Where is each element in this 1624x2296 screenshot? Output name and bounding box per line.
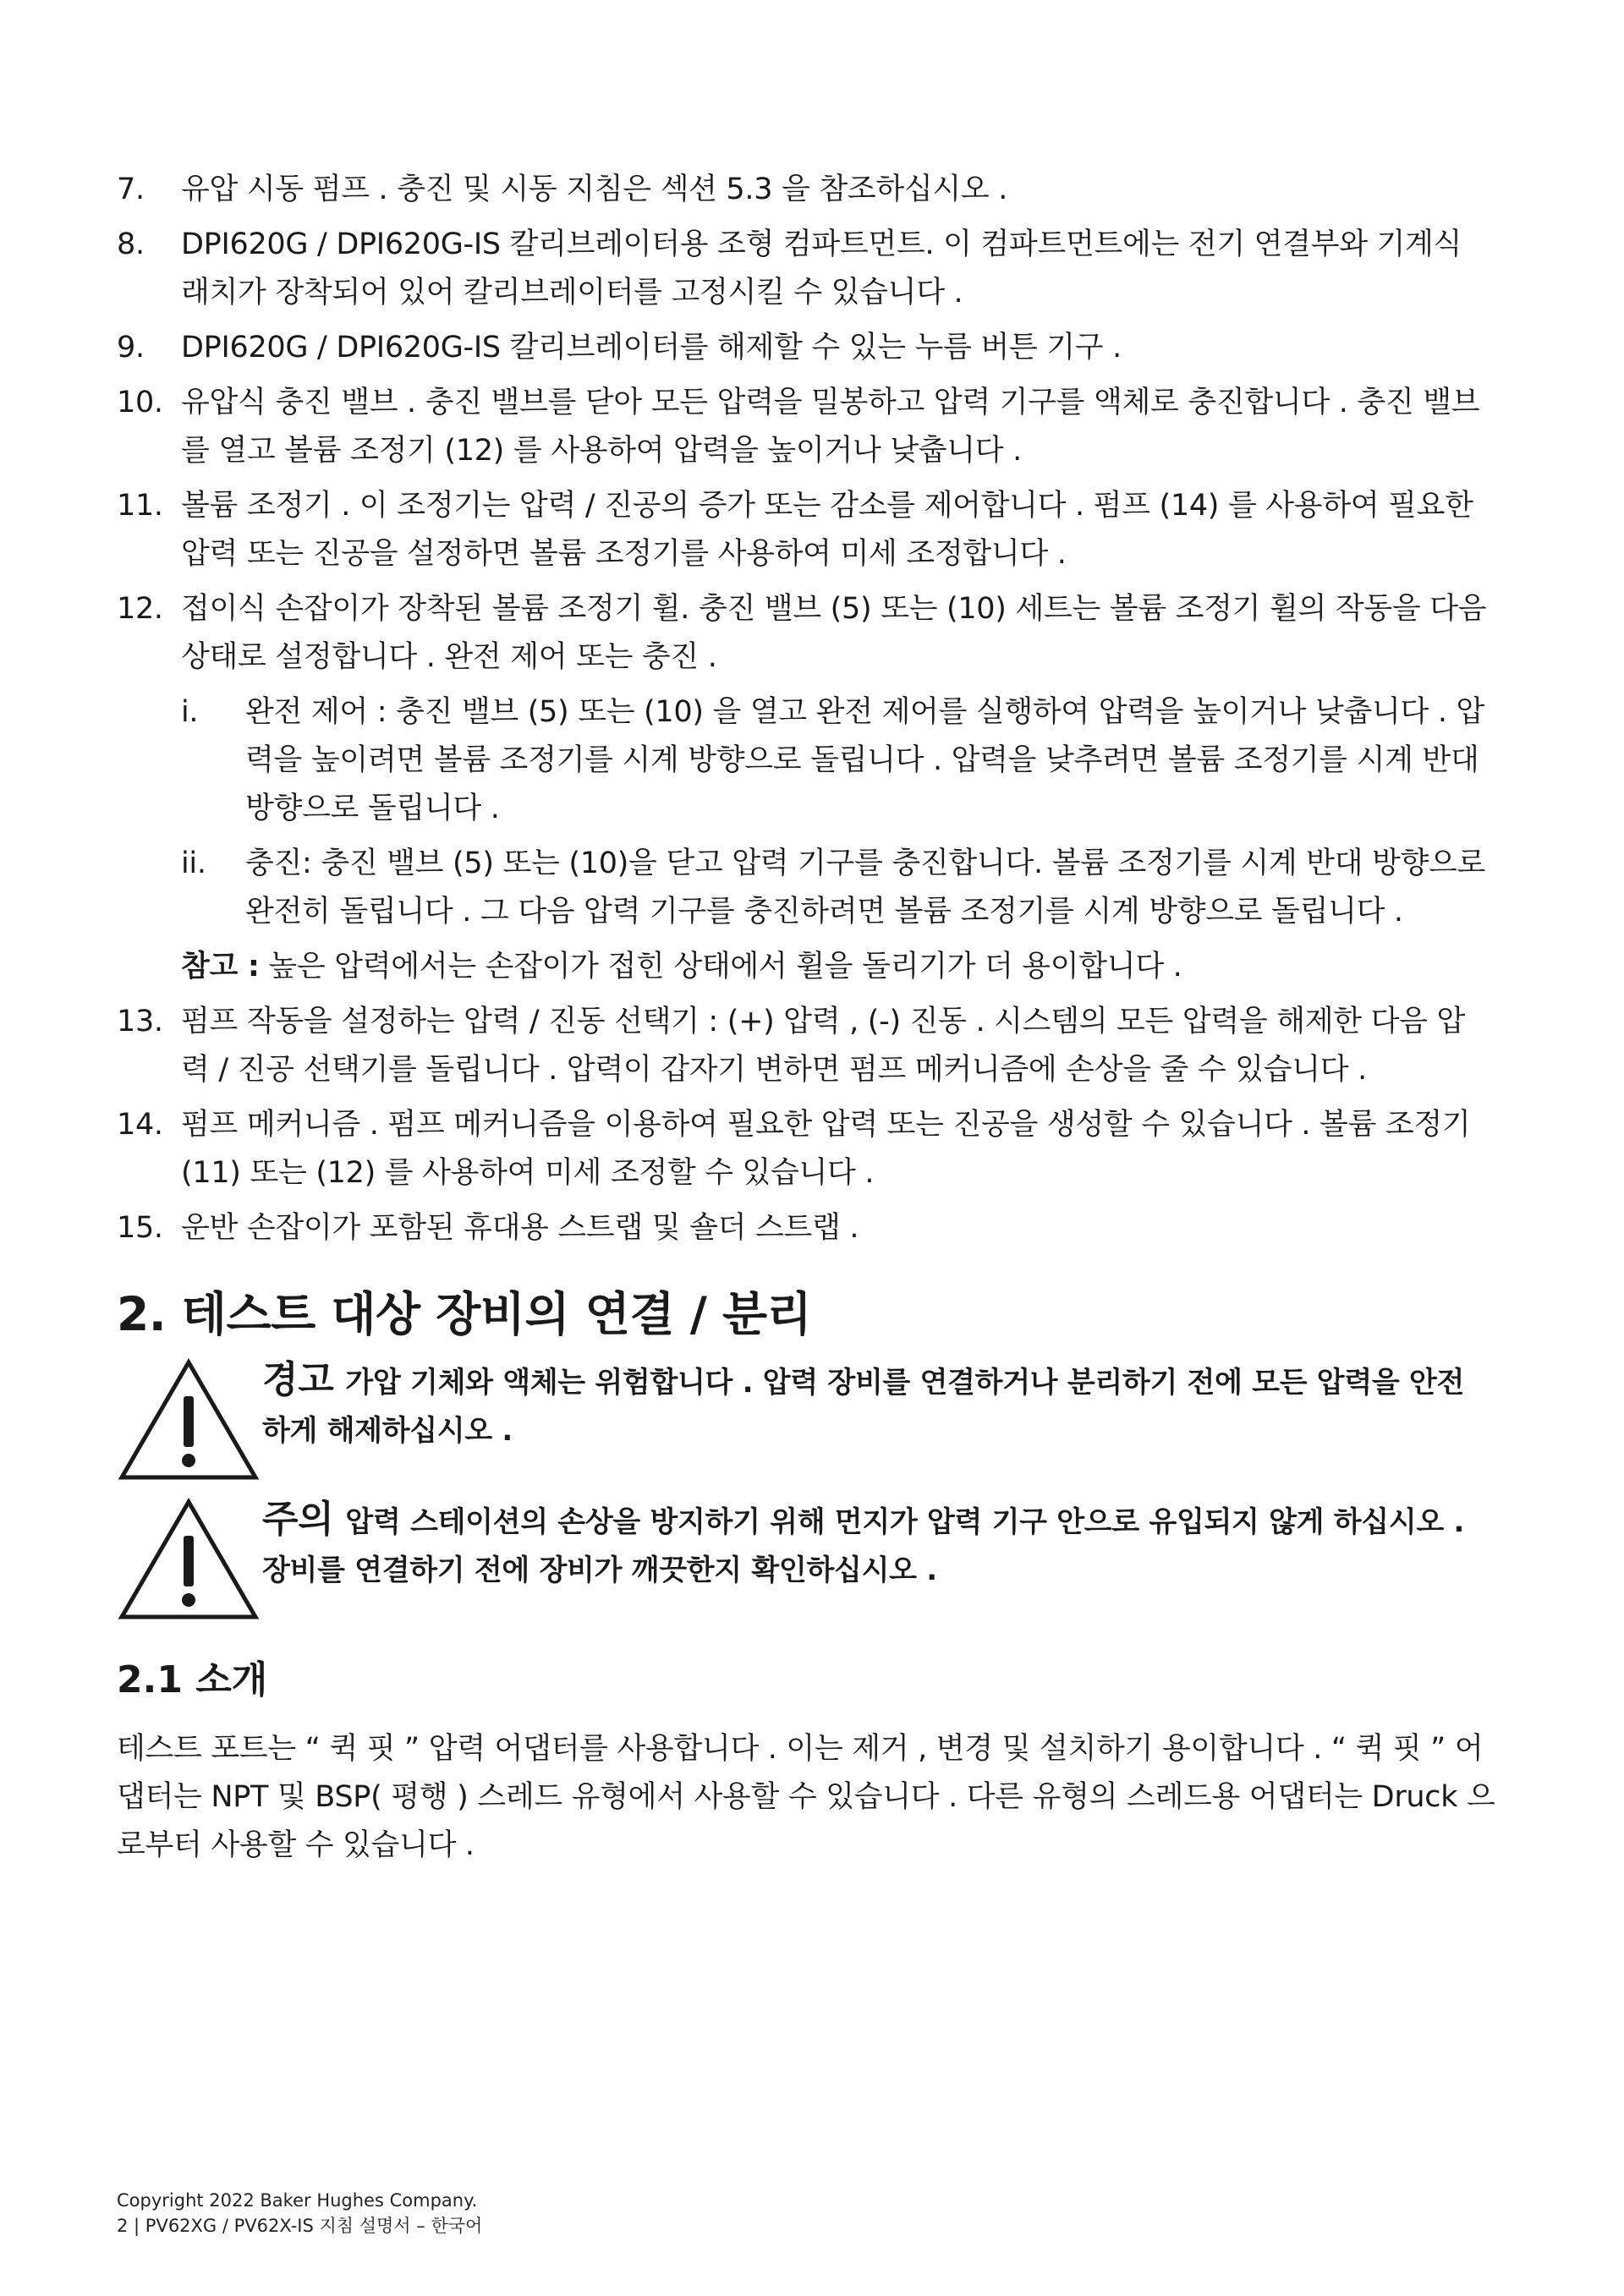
copyright-text: Copyright 2022 Baker Hughes Company. [117, 2190, 478, 2211]
list-item-text: 운반 손잡이가 포함된 휴대용 스트랩 및 숄더 스트랩 . [181, 1211, 859, 1245]
warning-text: 가압 기체와 액체는 위험합니다 . 압력 장비를 연결하거나 분리하기 전에 모든 압력을 안전하게 해제하십시오 . [262, 1366, 1465, 1448]
list-item-text: DPI620G / DPI620G-IS 칼리브레이터용 조형 컴파트먼트. 이 컴파트먼트에는 전기 연결부와 기계식 래치가 장착되어 있어 칼리브레이터를 고정시킬 수 있습니다 . [181, 227, 1462, 310]
sub-list-item-text: 충진: 충진 밸브 (5) 또는 (10)을 닫고 압력 기구를 충진합니다. 볼륨 조정기를 시계 반대 방향으로 완전히 돌립니다 . 그 다음 압력 기구를 충진하려면 볼륨 조정기를 시계 방향으로 돌립니다 . [245, 847, 1486, 929]
warning-triangle-icon [117, 1356, 261, 1482]
list-item [117, 585, 1487, 682]
list-item-number: 7. [117, 173, 145, 206]
warning-block [117, 1356, 1504, 1491]
list-item-text: 펌프 메커니즘 . 펌프 메커니즘을 이용하여 필요한 압력 또는 진공을 생성할 수 있습니다 . 볼륨 조정기 (11) 또는 (12) 를 사용하여 미세 조정할 수 있습니다 . [181, 1108, 1471, 1190]
list-item [117, 998, 1487, 1094]
list-item-text: 유압 시동 펌프 . 충진 및 시동 지침은 섹션 5.3 을 참조하십시오 . [181, 173, 1008, 206]
list-item-number: 14. [117, 1108, 163, 1142]
list-item-text: 유압식 충진 밸브 . 충진 밸브를 닫아 모든 압력을 밀봉하고 압력 기구를 액체로 충진합니다 . 충진 밸브를 열고 볼륨 조정기 (12) 를 사용하여 압력을 높이거나 낮춥니다 . [181, 386, 1480, 468]
warning-triangle-icon [117, 1495, 261, 1622]
subsection-heading: 2.1 소개 [117, 1658, 268, 1701]
list-item [117, 221, 1487, 317]
list-item-number: 9. [117, 331, 145, 364]
caution-text-block [262, 1495, 1480, 1595]
list-item-text: 볼륨 조정기 . 이 조정기는 압력 / 진공의 증가 또는 감소를 제어합니다 . 펌프 (14) 를 사용하여 필요한 압력 또는 진공을 설정하면 볼륨 조정기를 사용하여 미세 조정합니다 . [181, 489, 1473, 571]
note-label: 참고 : [181, 950, 260, 984]
list-item [117, 324, 1487, 372]
page-footer [117, 2188, 482, 2238]
list-item-number: 11. [117, 489, 163, 523]
list-item-number: 8. [117, 227, 145, 261]
list-item-number: 13. [117, 1005, 163, 1038]
list-item [117, 482, 1487, 578]
caution-text: 압력 스테이션의 손상을 방지하기 위해 먼지가 압력 기구 안으로 유입되지 않게 하십시오 . 장비를 연결하기 전에 장비가 깨끗한지 확인하십시오 . [262, 1505, 1465, 1587]
component-list [117, 166, 1487, 1259]
list-item-text: 펌프 작동을 설정하는 압력 / 진동 선택기 : (+) 압력 , (-) 진동 . 시스템의 모든 압력을 해제한 다음 압력 / 진공 선택기를 돌립니다 . 압력이 갑자기 변하면 펌프 메커니즘에 손상을 줄 수 있습니다 . [181, 1005, 1465, 1087]
section-heading: 2. 테스트 대상 장비의 연결 / 분리 [117, 1287, 812, 1341]
warning-title: 경고 [262, 1358, 334, 1401]
sub-list-item-number: ii. [181, 847, 206, 880]
page-number-line: 2 | PV62XG / PV62X-IS 지침 설명서 – 한국어 [117, 2216, 483, 2236]
list-item-number: 12. [117, 592, 163, 626]
list-item-number: 10. [117, 386, 163, 419]
intro-paragraph: 테스트 포트는 “ 퀵 핏 ” 압력 어댑터를 사용합니다 . 이는 제거 , 변경 및 설치하기 용이합니다 . “ 퀵 핏 ” 어댑터는 NPT 및 BSP( 평행 ) 스레드 유형에서 사용할 수 있습니다 . 다른 유형의 스레드용 어댑터는 Druck 으로부터 사용할 수 있습니다 . [117, 1732, 1495, 1862]
list-item [117, 1204, 1487, 1252]
list-item [117, 379, 1487, 475]
list-item [117, 1101, 1487, 1197]
sub-list-item [181, 688, 1487, 833]
caution-title: 주의 [262, 1498, 334, 1541]
caution-block [117, 1495, 1504, 1630]
list-item [117, 166, 1487, 214]
list-item-text: DPI620G / DPI620G-IS 칼리브레이터를 해제할 수 있는 누름 버튼 기구 . [181, 331, 1122, 364]
list-item-number: 15. [117, 1211, 163, 1245]
sub-list-item-number: i. [181, 695, 199, 729]
sub-list-item-text: 완전 제어 : 충진 밸브 (5) 또는 (10) 을 열고 완전 제어를 실행하여 압력을 높이거나 낮춥니다 . 압력을 높이려면 볼륨 조정기를 시계 방향으로 돌립니다 . 압력을 낮추려면 볼륨 조정기를 시계 반대 방향으로 돌립니다 . [245, 695, 1485, 825]
list-item-text: 접이식 손잡이가 장착된 볼륨 조정기 휠. 충진 밸브 (5) 또는 (10) 세트는 볼륨 조정기 휠의 작동을 다음 상태로 설정합니다 . 완전 제어 또는 충진 . [181, 592, 1487, 674]
note-text: 높은 압력에서는 손잡이가 접힌 상태에서 휠을 돌리기가 더 용이합니다 . [259, 950, 1182, 984]
warning-text-block [262, 1356, 1480, 1455]
note [181, 943, 1487, 991]
sub-list-item [181, 840, 1487, 936]
